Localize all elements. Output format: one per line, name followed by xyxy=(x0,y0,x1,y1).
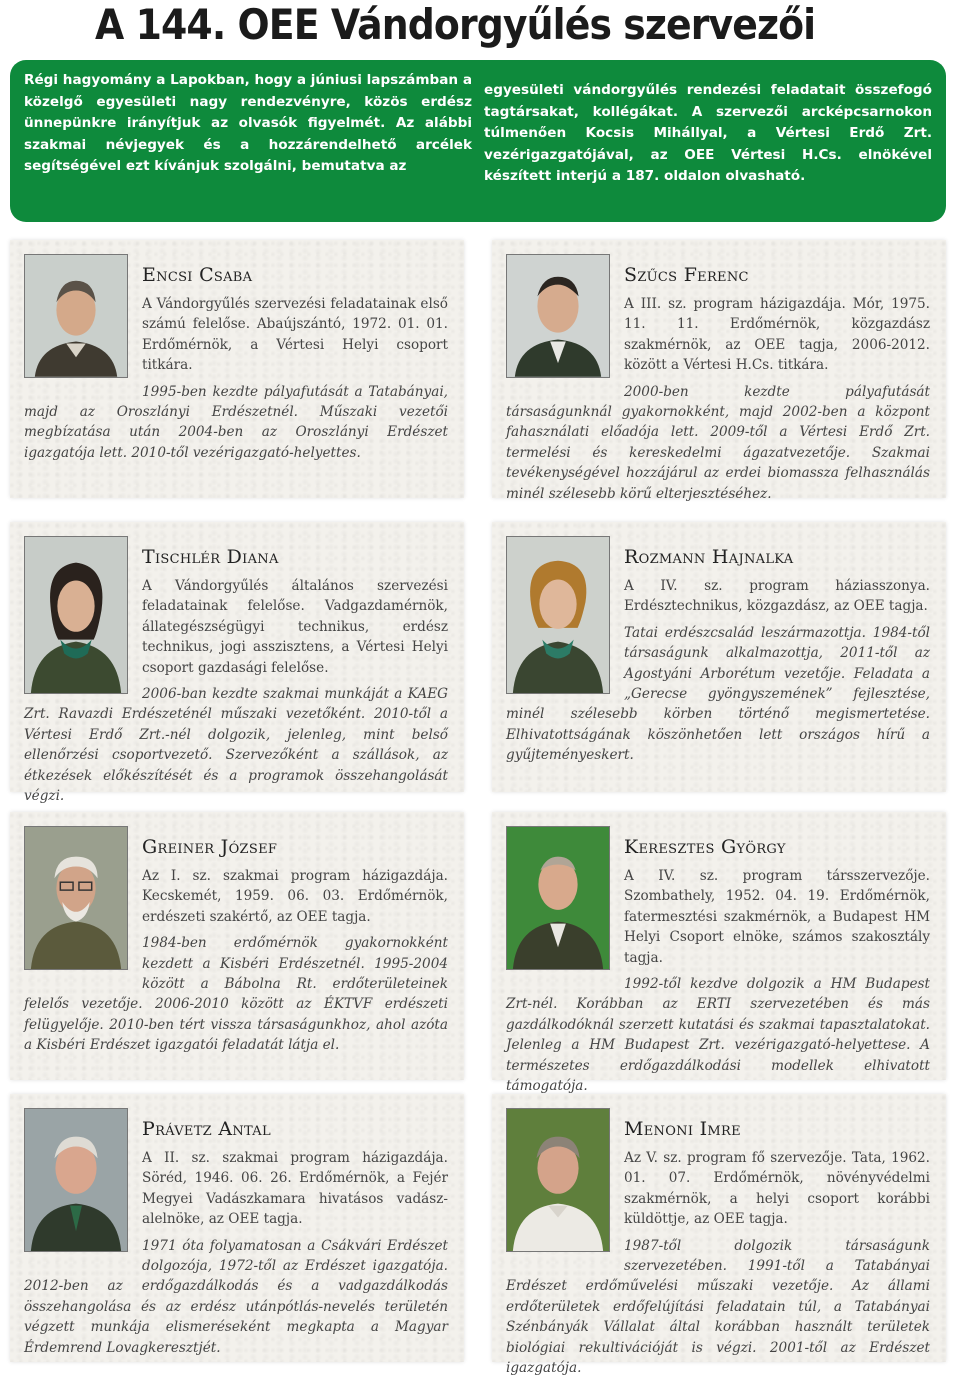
person-name: Encsi Csaba xyxy=(142,264,253,286)
person-career: 2006-ban kezdte szakmai munkáját a KAEG Zrt. Ravazdi Erdészeténél műszaki vezetőként. 2010-től a Vértesi Erdő Zrt.-nél dolgozik, jelenleg, mint belső ellenőrzési csoportvezető. Szervezőként a szállások, az étkezések előkészítését és a programok összehangolását végzi. xyxy=(24,686,448,805)
person-card-tischler xyxy=(10,522,464,805)
person-lead: A Vándorgyűlés általános szervezési feladatainak felelőse. Vadgazdamérnök, állategészségügyi technikus, erdész technikus, jogi asszisztens, a Vértesi Helyi csoport gazdasági felelőse. xyxy=(142,578,448,676)
portrait-photo xyxy=(506,826,610,970)
person-card-rozmann xyxy=(492,522,946,792)
person-lead: A III. sz. program házigazdája. Mór, 1975. 11. 11. Erdőmérnök, közgazdász szakmérnök, az OEE tagja, 2006-2012. között a Vértesi H.Cs. titkára. xyxy=(624,296,930,374)
intro-left: Régi hagyomány a Lapokban, hogy a júniusi lapszámban a közelgő egyesületi nagy rendezvényre, közös erdész ünnepünkre irányítjuk az olvasók figyelmét. Az alábbi szakmai névjegyek és a hozzárendelhető arcélek segítségével ezt kívánjuk szolgálni, bemutatva az xyxy=(24,72,473,174)
portrait-man-icon xyxy=(507,1109,609,1251)
person-name: Menoni Imre xyxy=(624,1118,741,1140)
portrait-man-icon xyxy=(25,827,127,969)
portrait-man-icon xyxy=(507,827,609,969)
person-career: 1971 óta folyamatosan a Csákvári Erdészet dolgozója, 1972-től az Erdészet igazgatója. 2012-ben az erdőgazdálkodás és a vadgazdálkodás összehangolása és az erdész utánpótlás-nevelés területén végzett munkája elismeréseként megkapta a Magyar Érdemrend Lovagkeresztjét. xyxy=(24,1237,448,1356)
person-card-szucs xyxy=(492,240,946,502)
person-career: 1984-ben erdőmérnök gyakornokként kezdett a Kisbéri Erdészetnél. 1995-2004 között a Bábolna Rt. erdőterületeinek felelős vezetője. 2006-2010 között az ÉKTVF erdészeti felügyelője. 2010-ben tért vissza társaságunkhoz, ahol azóta a Kisbéri Erdészet igazgatói feladatát látja el. xyxy=(24,935,448,1054)
person-lead: A IV. sz. program társszervezője. Szombathely, 1952. 04. 19. Erdőmérnök, fatermesztési szakmérnök, a Budapest HM Helyi Csoport elnöke, számos szakosztály tagja. xyxy=(624,868,930,966)
person-name: Keresztes György xyxy=(624,836,786,858)
portrait-man-icon xyxy=(25,1109,127,1251)
portrait-woman-icon xyxy=(25,537,127,693)
person-lead: A II. sz. szakmai program házigazdája. Söréd, 1946. 06. 26. Erdőmérnök, a Fejér Megyei Vadászkamara hivatásos vadász-alelnöke, az OEE tagja. xyxy=(142,1150,448,1228)
person-name: Tischlér Diana xyxy=(142,546,279,568)
person-career: Tatai erdészcsalád leszármazottja. 1984-től társaságunk alkalmazottja, 2011-től az Agostyáni Arborétum vezetője. Feladata a „Gerecse gyöngyszemének” fejlesztése, minél szélesebb körben történő megismertetése. Elhivatottságának köszönhetően lett országos hírű a gyűjteményeskert. xyxy=(506,624,930,764)
person-name: Greiner József xyxy=(142,836,278,858)
person-name: Rozmann Hajnalka xyxy=(624,546,794,568)
person-career: 2000-ben kezdte pályafutását társaságunknál gyakornokként, majd 2002-ben a központ fahasználati előadója lett. 2009-től a Vértesi Erdő Zrt. termelési és kereskedelmi ágazatvezetője. Szakmai tevékenységével hozzájárul az erdei biomassza felhasználás minél szélesebb körű elterjesztéséhez. xyxy=(506,383,930,502)
portrait-photo xyxy=(506,254,610,378)
person-card-pravetz xyxy=(10,1094,464,1362)
person-card-keresztes xyxy=(492,812,946,1095)
intro-right: egyesületi vándorgyűlés rendezési feladatait összefogó tagtársakat, kollégákat. A szervezői arcképcsarnokon túlmenően Kocsis Mihállyal, a Vértesi Erdő Zrt. vezérigazgatójával, az OEE Vértesi H.Cs. elnökével készített interjú a 187. oldalon olvasható. xyxy=(484,82,932,184)
portrait-photo xyxy=(24,1108,128,1252)
person-card-encsi xyxy=(10,240,464,498)
portrait-photo xyxy=(24,536,128,694)
portrait-photo xyxy=(506,1108,610,1252)
person-name: Právetz Antal xyxy=(142,1118,271,1140)
person-card-menoni xyxy=(492,1094,946,1377)
person-career: 1995-ben kezdte pályafutását a Tatabányai, majd az Oroszlányi Erdészetnél. Műszaki vezetői megbízatása után 2004-ben az Oroszlányi Erdészet igazgatója lett. 2010-től vezérigazgató-helyettes. xyxy=(24,383,448,461)
intro-box xyxy=(10,60,946,222)
person-career: 1992-től kezdve dolgozik a HM Budapest Zrt-nél. Korábban az ERTI szervezetében és más gazdálkodóknál szerzett kutatási és szakmai tapasztalatokat. Jelenleg a HM Budapest Zrt. vezérigazgató-helyettese. A természetes erdőgazdálkodási modellek elhivatott támogatója. xyxy=(506,976,930,1095)
portrait-woman-icon xyxy=(507,537,609,693)
person-lead: A IV. sz. program háziasszonya. Erdésztechnikus, közgazdász, az OEE tagja. xyxy=(624,578,930,615)
portrait-man-icon xyxy=(25,255,127,377)
person-card-greiner xyxy=(10,812,464,1080)
person-career: 1987-től dolgozik társaságunk szervezetében. 1991-től a Tatabányai Erdészet erdőművelési műszaki vezetője. Az állami erdőterületek erdőfelújítási feladatain túl, a Tatabányai Szénbányák Vállalat által korábban használt területek biológiai rekultivációját is végzi. 2001-től az Erdészet igazgatója. xyxy=(506,1237,930,1377)
portrait-photo xyxy=(24,254,128,378)
portrait-man-icon xyxy=(507,255,609,377)
person-name: Szűcs Ferenc xyxy=(624,264,749,286)
page-title: A 144. OEE Vándorgyűlés szervezői xyxy=(95,0,816,49)
portrait-photo xyxy=(506,536,610,694)
person-lead: Az V. sz. program fő szervezője. Tata, 1962. 01. 07. Erdőmérnök, növényvédelmi szakmérnök, a helyi csoport korábbi küldöttje, az OEE tagja. xyxy=(624,1150,930,1228)
person-lead: Az I. sz. szakmai program házigazdája. Kecskemét, 1959. 06. 03. Erdőmérnök, erdészeti szakértő, az OEE tagja. xyxy=(142,868,448,925)
person-lead: A Vándorgyűlés szervezési feladatainak első számú felelőse. Abaújszántó, 1972. 01. 01. Erdőmérnök, a Vértesi Helyi csoport titkára. xyxy=(142,296,448,374)
portrait-photo xyxy=(24,826,128,970)
